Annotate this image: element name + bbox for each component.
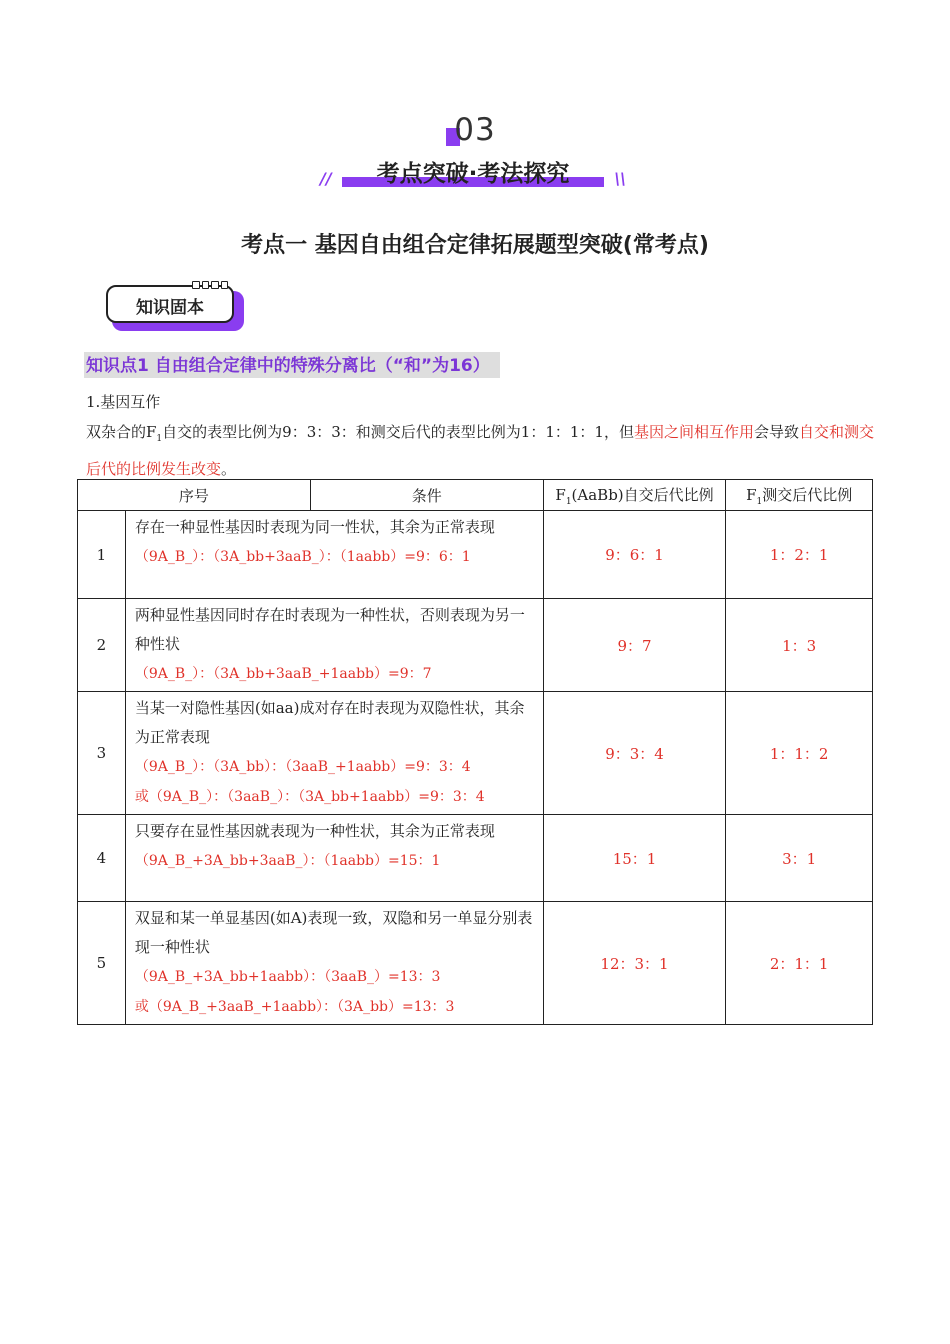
table-row <box>78 692 873 815</box>
badge-label: 知识固本 <box>136 298 204 318</box>
header-testcross: $F_1$测交后代比例 <box>726 480 873 511</box>
row-testcross-ratio: 1：2：1 <box>726 511 873 599</box>
row-testcross-ratio: 1：3 <box>726 599 873 692</box>
row-index: 4 <box>78 815 126 902</box>
row-testcross-ratio: 2：1：1 <box>726 902 873 1025</box>
table-row <box>78 599 873 692</box>
page-title: 考点一 基因自由组合定律拓展题型突破(常考点) <box>241 233 709 258</box>
intro-highlight-1: 基因之间相互作用 <box>633 423 754 441</box>
banner-slash-left: // <box>320 169 332 188</box>
intro-paragraph: 双杂合的$F_1$自交的表型比例为9：3：3：和测交后代的表型比例为1：1：1：1，但基因之间相互作用会导致自交和测交后代的比例发生改变。 <box>86 423 875 478</box>
row-condition: 双显和某一单显基因(如A)表现一致，双隐和另一单显分别表现一种性状 （9A_B_+3A_bb+1aabb）：（3aaB_）=13：3 或（9A_B_+3aaB_+1aabb）：（3A_bb）=13：3 <box>125 902 543 1025</box>
knowledge-point-heading: 知识点1 自由组合定律中的特殊分离比（“和”为16） <box>84 352 500 378</box>
row-testcross-ratio: 1：1：2 <box>726 692 873 815</box>
row-index: 5 <box>78 902 126 1025</box>
banner-slash-right: \\ <box>614 169 626 188</box>
banner-title: 考点突破·考法探究 <box>376 161 570 187</box>
row-condition: 两种显性基因同时存在时表现为一种性状，否则表现为另一种性状 （9A_B_）：（3A_bb+3aaB_+1aabb）=9：7 <box>125 599 543 692</box>
row-selfing-ratio: 9：3：4 <box>543 692 726 815</box>
table-row <box>78 815 873 902</box>
ratio-table <box>77 479 873 1025</box>
row-index: 2 <box>78 599 126 692</box>
row-condition: 存在一种显性基因时表现为同一性状，其余为正常表现 （9A_B_）：（3A_bb+3aaB_）：（1aabb）=9：6：1 <box>125 511 543 599</box>
row-index: 1 <box>78 511 126 599</box>
row-index: 3 <box>78 692 126 815</box>
row-condition: 只要存在显性基因就表现为一种性状，其余为正常表现 （9A_B_+3A_bb+3aaB_）：（1aabb）=15：1 <box>125 815 543 902</box>
intro-highlight-2: 自交和测交后代的比例发生改变 <box>86 423 875 478</box>
knowledge-badge <box>106 285 244 329</box>
table-header-row <box>78 480 873 511</box>
header-selfing: $F_1(AaBb)$自交后代比例 <box>543 480 726 511</box>
row-selfing-ratio: 12：3：1 <box>543 902 726 1025</box>
table-row <box>78 902 873 1025</box>
badge-ring-icon <box>192 281 228 289</box>
row-selfing-ratio: 9：7 <box>543 599 726 692</box>
section-number: 03 <box>454 112 496 148</box>
row-selfing-ratio: 15：1 <box>543 815 726 902</box>
row-condition: 当某一对隐性基因(如aa)成对存在时表现为双隐性状，其余为正常表现 （9A_B_）：（3A_bb）：（3aaB_+1aabb）=9：3：4 或（9A_B_）：（3aaB_）：（3A_bb+1aabb）=9：3：4 <box>125 692 543 815</box>
header-condition: 条件 <box>310 480 543 511</box>
section-banner <box>318 155 628 195</box>
header-index: 序号 <box>78 480 311 511</box>
table-row <box>78 511 873 599</box>
row-testcross-ratio: 3：1 <box>726 815 873 902</box>
row-selfing-ratio: 9：6：1 <box>543 511 726 599</box>
subheading: 1.基因互作 <box>86 393 161 411</box>
